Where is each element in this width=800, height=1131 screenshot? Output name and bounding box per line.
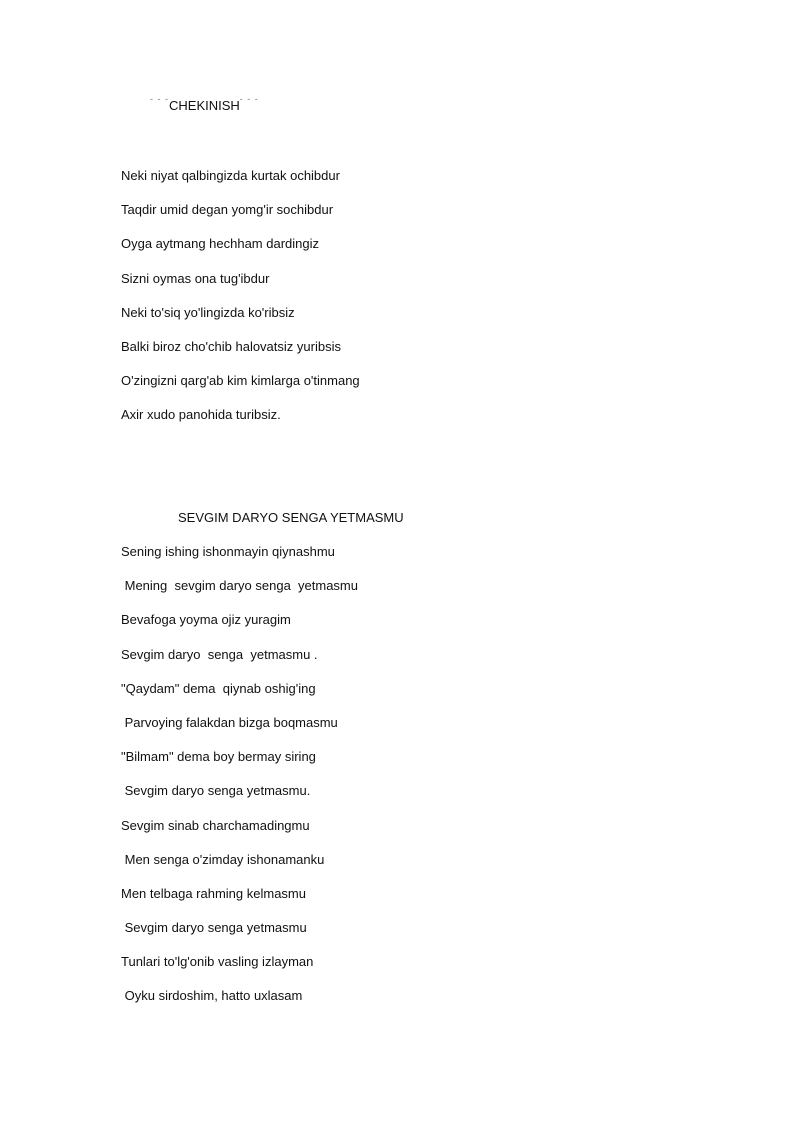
poem-line: "Bilmam" dema boy bermay siring (121, 749, 316, 765)
poem-line: Mening sevgim daryo senga yetmasmu (121, 578, 358, 594)
poem-line: Axir xudo panohida turibsiz. (121, 407, 281, 423)
poem-line: Men telbaga rahming kelmasmu (121, 885, 306, 901)
poem-line: Neki niyat qalbingizda kurtak ochibdur (121, 168, 340, 183)
poem-line: Taqdir umid degan yomg'ir sochibdur (121, 202, 334, 218)
poem-line: "Qaydam" dema qiynab oshig'ing (121, 680, 316, 696)
poem-line: Sevgim daryo senga yetmasmu. (121, 783, 311, 799)
poem-line: O'zingizni qarg'ab kim kimlarga o'tinmang (121, 373, 360, 389)
poem-line: Sevgim sinab charchamadingmu (121, 817, 310, 833)
poem1-title-post-mark: - - - (239, 94, 259, 104)
poem-line: Sevgim daryo senga yetmasmu . (121, 646, 318, 662)
poem2-lines (121, 542, 358, 1021)
poem-line: Men senga o'zimday ishonamanku (121, 851, 325, 867)
poem-line: Tunlari to'lg'onib vasling izlayman (121, 954, 314, 970)
poem-line: Oyga aytmang hechham dardingiz (121, 236, 320, 252)
poem1-title: CHEKINISH (169, 98, 240, 113)
poem-line: Sizni oymas ona tug'ibdur (121, 270, 270, 286)
poem-line: Oyku sirdoshim, hatto uxlasam (121, 988, 303, 1004)
poem2-title: SEVGIM DARYO SENGA YETMASMU (178, 510, 404, 525)
poem-line: Sening ishing ishonmayin qiynashmu (121, 544, 335, 559)
poem1-title-line (150, 96, 259, 117)
poem-line: Parvoying falakdan bizga boqmasmu (121, 714, 338, 730)
poem-line: Balki biroz cho'chib halovatsiz yuribsis (121, 338, 341, 354)
poem1-title-pre-mark: - - - (150, 94, 169, 104)
poem-line: Sevgim daryo senga yetmasmu (121, 920, 307, 936)
poem1-lines (121, 166, 360, 440)
poem-line: Bevafoga yoyma ojiz yuragim (121, 612, 291, 628)
poem-line: Neki to'siq yo'lingizda ko'ribsiz (121, 304, 295, 320)
